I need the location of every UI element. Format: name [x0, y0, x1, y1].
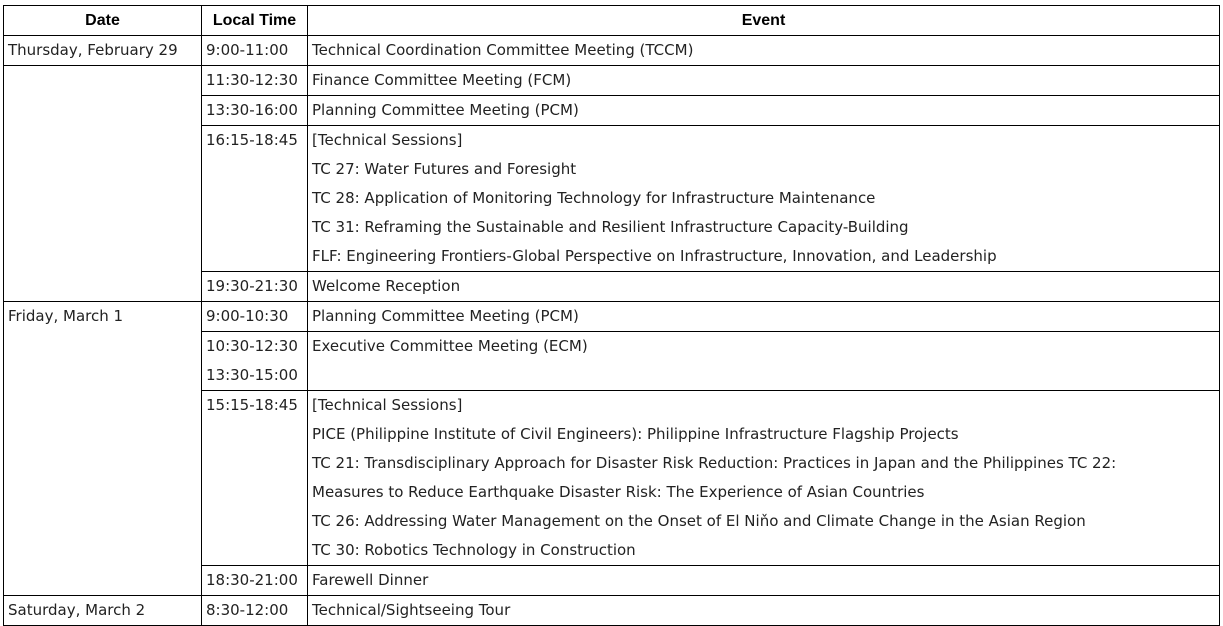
time-text: 9:00-11:00	[206, 41, 289, 59]
event-cell	[308, 66, 1220, 96]
event-cell	[308, 596, 1220, 626]
time-text: 13:30-16:00	[206, 101, 298, 119]
date-cell	[4, 596, 202, 626]
event-text: PICE (Philippine Institute of Civil Engineers): Philippine Infrastructure Flagship Projects	[312, 425, 959, 443]
event-text: Farewell Dinner	[312, 571, 429, 589]
time-text: 16:15-18:45	[206, 131, 298, 149]
event-text: Welcome Reception	[312, 277, 461, 295]
event-cell	[308, 302, 1220, 332]
time-cell	[202, 566, 308, 596]
event-cell	[308, 126, 1220, 272]
event-cell	[308, 391, 1220, 566]
time-cell	[202, 66, 308, 96]
header-event: Event	[308, 6, 1220, 36]
event-text: FLF: Engineering Frontiers-Global Perspective on Infrastructure, Innovation, and Leadership	[312, 247, 997, 265]
event-text: Finance Committee Meeting (FCM)	[312, 71, 572, 89]
date-text: Saturday, March 2	[8, 601, 146, 619]
date-cell	[4, 302, 202, 596]
event-text: TC 31: Reframing the Sustainable and Resilient Infrastructure Capacity-Building	[312, 218, 909, 236]
event-text: Planning Committee Meeting (PCM)	[312, 307, 579, 325]
event-cell	[308, 332, 1220, 391]
date-cell	[4, 36, 202, 66]
date-cell-empty	[4, 66, 202, 302]
header-row	[4, 6, 1220, 36]
time-text: 13:30-15:00	[206, 366, 298, 384]
event-text: TC 30: Robotics Technology in Construction	[312, 541, 636, 559]
date-text: Friday, March 1	[8, 307, 124, 325]
event-text: Planning Committee Meeting (PCM)	[312, 101, 579, 119]
date-text: Thursday, February 29	[8, 41, 178, 59]
schedule-row	[4, 36, 1220, 66]
time-text: 9:00-10:30	[206, 307, 289, 325]
time-cell	[202, 272, 308, 302]
time-text: 11:30-12:30	[206, 71, 298, 89]
event-text: Executive Committee Meeting (ECM)	[312, 337, 588, 355]
event-text: Technical/Sightseeing Tour	[312, 601, 511, 619]
event-text: TC 26: Addressing Water Management on the Onset of El Niňo and Climate Change in the Asian Region	[312, 512, 1086, 530]
event-text: TC 28: Application of Monitoring Technology for Infrastructure Maintenance	[312, 189, 876, 207]
schedule-table	[3, 5, 1220, 626]
event-text: [Technical Sessions]	[312, 396, 463, 414]
time-cell	[202, 302, 308, 332]
header-date: Date	[4, 6, 202, 36]
event-cell	[308, 566, 1220, 596]
time-text: 10:30-12:30	[206, 337, 298, 355]
event-text: Measures to Reduce Earthquake Disaster Risk: The Experience of Asian Countries	[312, 483, 925, 501]
time-text: 18:30-21:00	[206, 571, 298, 589]
event-cell	[308, 96, 1220, 126]
event-text: TC 21: Transdisciplinary Approach for Disaster Risk Reduction: Practices in Japan and the Philippines TC 22:	[312, 454, 1117, 472]
time-text: 15:15-18:45	[206, 396, 298, 414]
event-text: TC 27: Water Futures and Foresight	[312, 160, 577, 178]
time-cell	[202, 391, 308, 566]
time-cell	[202, 36, 308, 66]
event-text: Technical Coordination Committee Meeting (TCCM)	[312, 41, 694, 59]
time-text: 19:30-21:30	[206, 277, 298, 295]
event-cell	[308, 272, 1220, 302]
schedule-row	[4, 66, 1220, 96]
schedule-row	[4, 302, 1220, 332]
event-text: [Technical Sessions]	[312, 131, 463, 149]
header-local-time: Local Time	[202, 6, 308, 36]
time-text: 8:30-12:00	[206, 601, 289, 619]
time-cell	[202, 596, 308, 626]
schedule-row	[4, 596, 1220, 626]
time-cell	[202, 96, 308, 126]
time-cell	[202, 126, 308, 272]
time-cell	[202, 332, 308, 391]
event-cell	[308, 36, 1220, 66]
